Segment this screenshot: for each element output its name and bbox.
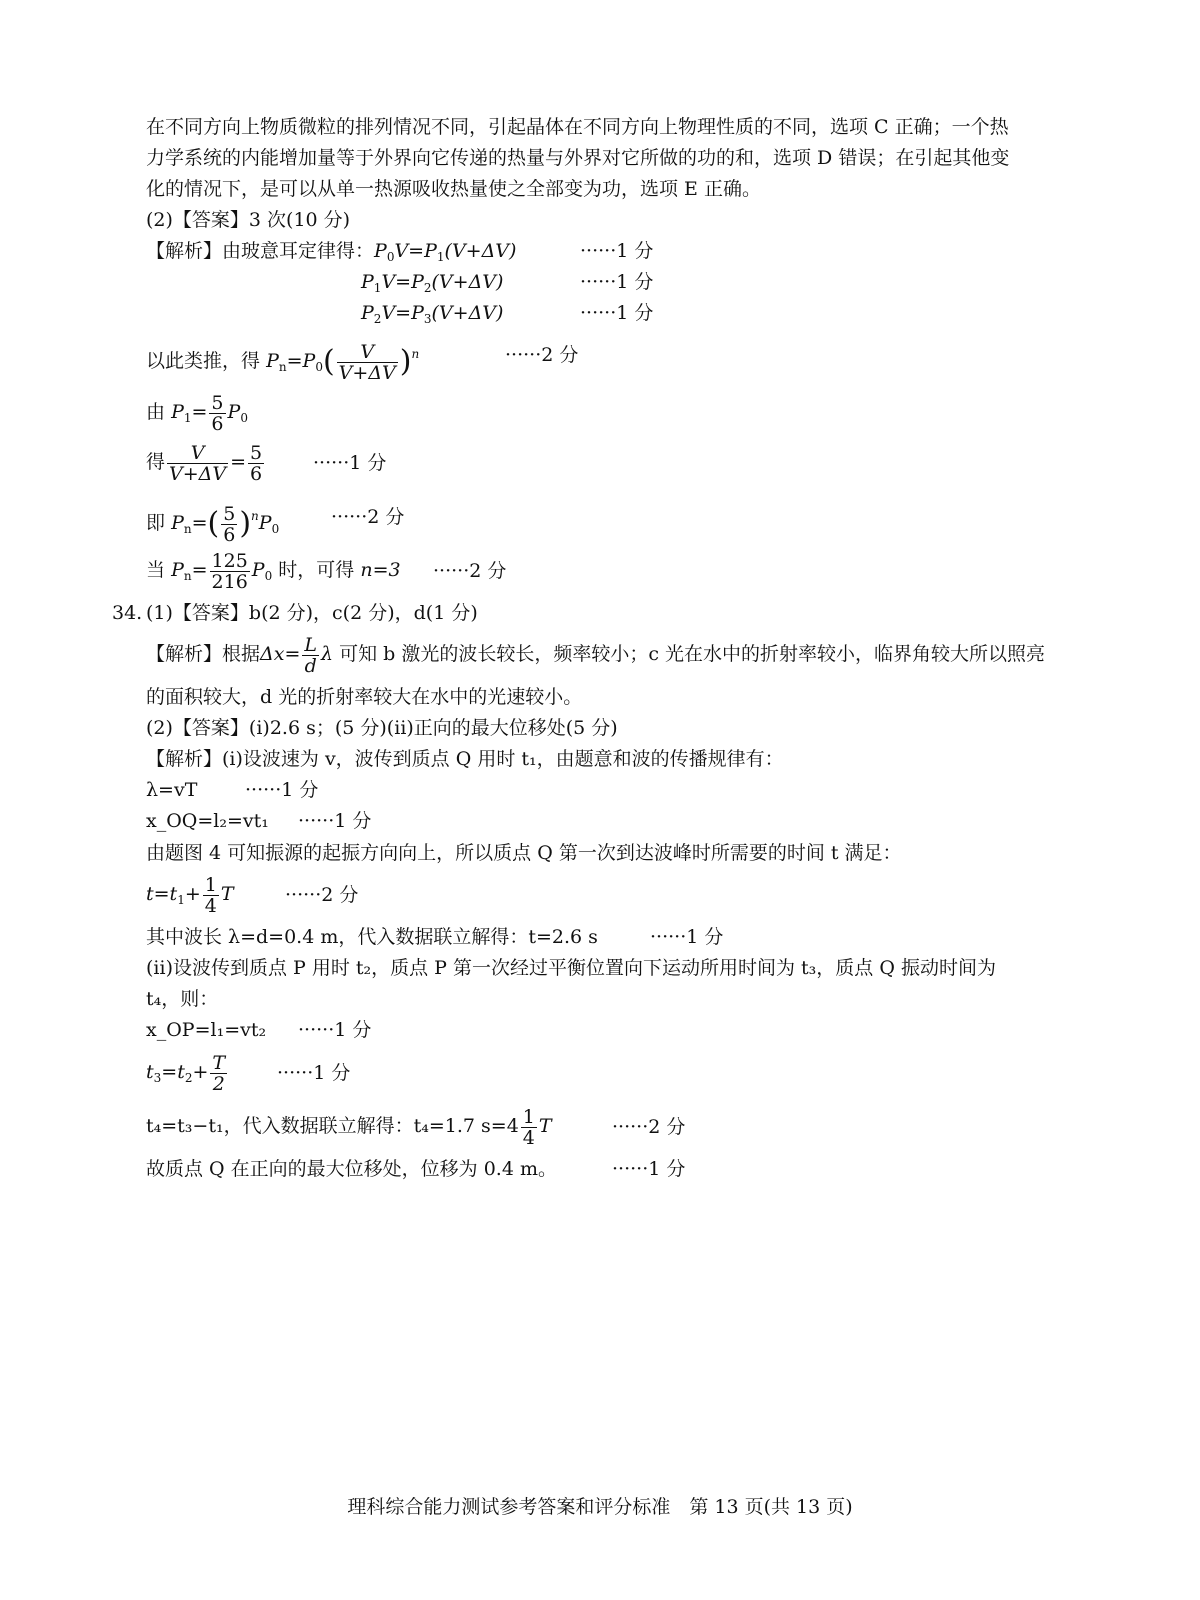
eq-xop: x_OP=l₁=vt₂ xyxy=(146,1019,267,1041)
eq-boyle-1: $P_0V=P_1(V+\Delta V)$ xyxy=(374,240,517,264)
deduce-label: 以此类推，得 xyxy=(146,350,261,372)
score-xoq: ······1 分 xyxy=(298,810,372,832)
score-eq1: ······1 分 xyxy=(580,240,654,262)
q34-2-ii-line-1: (ⅱ)设波传到质点 P 用时 t₂，质点 P 第一次经过平衡位置向下运动所用时间为 t₃，质点 Q 振动时间为 xyxy=(146,957,996,979)
q34-1-answer: (1)【答案】b(2 分)，c(2 分)，d(1 分) xyxy=(146,602,478,624)
eq-boyle-2: $P_1V=P_2(V+\Delta V)$ xyxy=(361,271,504,295)
eq-lambda: λ=vT xyxy=(146,779,198,801)
score-pn-specific: ······2 分 xyxy=(331,506,405,528)
q33-2-answer: (2)【答案】3 次(10 分) xyxy=(146,209,351,231)
score-ratio: ······1 分 xyxy=(313,452,387,474)
eq-n-result: 当 $P_n=$ $\frac{125}{216}$ $P_0$ 时，可得 n=3 xyxy=(146,549,401,593)
q34-2-fig4-text: 由题图 4 可知振源的起振方向向上，所以质点 Q 第一次到达波峰时所需要的时间 t 满足： xyxy=(146,842,902,864)
q34-2-final: 故质点 Q 在正向的最大位移处，位移为 0.4 m。 xyxy=(146,1158,557,1180)
n-result: n=3 xyxy=(360,559,401,581)
eq-boyle-3: $P_2V=P_3(V+\Delta V)$ xyxy=(361,302,504,326)
when-label: 当 xyxy=(146,559,166,581)
score-lambda-text: ······1 分 xyxy=(650,926,724,948)
q34-2-ii-line-2: t₄，则： xyxy=(146,988,219,1010)
eq-t3: $t_3=t_2+$ $\frac{T}{2}$ xyxy=(146,1051,226,1095)
score-t3: ······1 分 xyxy=(277,1062,351,1084)
eq-t4: t₄=t₃−t₁，代入数据联立解得：t₄=1.7 s=4 $\frac{1}{4}$ T xyxy=(146,1105,552,1149)
eq-p1: 由 $P_1=$ $\frac{5}{6}$ $P_0$ xyxy=(146,391,248,435)
eq-ratio: 得 $\frac{V}{V+\Delta V}$ = $\frac{5}{6}$ xyxy=(146,441,263,485)
ie-label: 即 xyxy=(146,512,166,534)
get-label: 得 xyxy=(146,451,166,473)
q34-1-analysis-part1: 【解析】根据 xyxy=(146,643,261,665)
q34-1-analysis-part2: 可知 b 激光的波长较长，频率较小；c 光在水中的折射率较小，临界角较大所以照亮 xyxy=(339,643,1046,665)
q34-2-lambda-text: 其中波长 λ=d=0.4 m，代入数据联立解得：t=2.6 s xyxy=(146,926,598,948)
eq-pn-specific: 即 $P_n=$( $\frac{5}{6}$ )$^nP_0$ xyxy=(146,502,280,546)
score-pn-general: ······2 分 xyxy=(505,344,579,366)
score-n-result: ······2 分 xyxy=(433,560,507,582)
eq-t-quarter: $t=t_1+$ $\frac{1}{4}$ T xyxy=(146,873,234,917)
score-t-quarter: ······2 分 xyxy=(285,884,359,906)
from-label: 由 xyxy=(146,401,166,423)
q34-2-analysis: 【解析】(ⅰ)设波速为 v，波传到质点 Q 用时 t₁，由题意和波的传播规律有： xyxy=(146,748,784,770)
q34-number: 34. xyxy=(112,602,143,624)
page-footer: 理科综合能力测试参考答案和评分标准 第 13 页(共 13 页) xyxy=(347,1496,853,1518)
q34-2-answer: (2)【答案】(ⅰ)2.6 s；(5 分)(ⅱ)正向的最大位移处(5 分) xyxy=(146,717,618,739)
score-t4: ······2 分 xyxy=(612,1116,686,1138)
intro-line-3: 化的情况下，是可以从单一热源吸收热量使之全部变为功，选项 E 正确。 xyxy=(146,178,761,200)
eq-t4-pre: t₄=t₃−t₁，代入数据联立解得：t₄=1.7 s=4 xyxy=(146,1115,519,1137)
intro-line-2: 力学系统的内能增加量等于外界向它传递的热量与外界对它所做的功的和，选项 D 错误；在引起其他变 xyxy=(146,147,1010,169)
score-eq2: ······1 分 xyxy=(580,271,654,293)
q34-1-analysis-line-1: 【解析】根据Δx= $\frac{L}{d}$ λ 可知 b 激光的波长较长，频率较小；c 光在水中的折射率较小，临界角较大所以照亮 xyxy=(146,633,1046,677)
q33-2-analysis-row xyxy=(146,238,516,270)
q34-1-analysis-line-2: 的面积较大，d 光的折射率较大在水中的光速较小。 xyxy=(146,686,583,708)
score-eq3: ······1 分 xyxy=(580,302,654,324)
score-xop: ······1 分 xyxy=(298,1019,372,1041)
when-mid: 时，可得 xyxy=(278,559,355,581)
q33-2-analysis-label: 【解析】由玻意耳定律得： xyxy=(146,240,375,262)
eq-xoq: x_OQ=l₂=vt₁ xyxy=(146,810,269,832)
score-final: ······1 分 xyxy=(612,1158,686,1180)
score-lambda: ······1 分 xyxy=(245,779,319,801)
eq-pn-general: 以此类推，得 $P_n=P_0$( $\frac{V}{V+\Delta V}$ )$^n$ xyxy=(146,340,420,384)
intro-line-1: 在不同方向上物质微粒的排列情况不同，引起晶体在不同方向上物理性质的不同，选项 C 正确；一个热 xyxy=(146,116,1009,138)
